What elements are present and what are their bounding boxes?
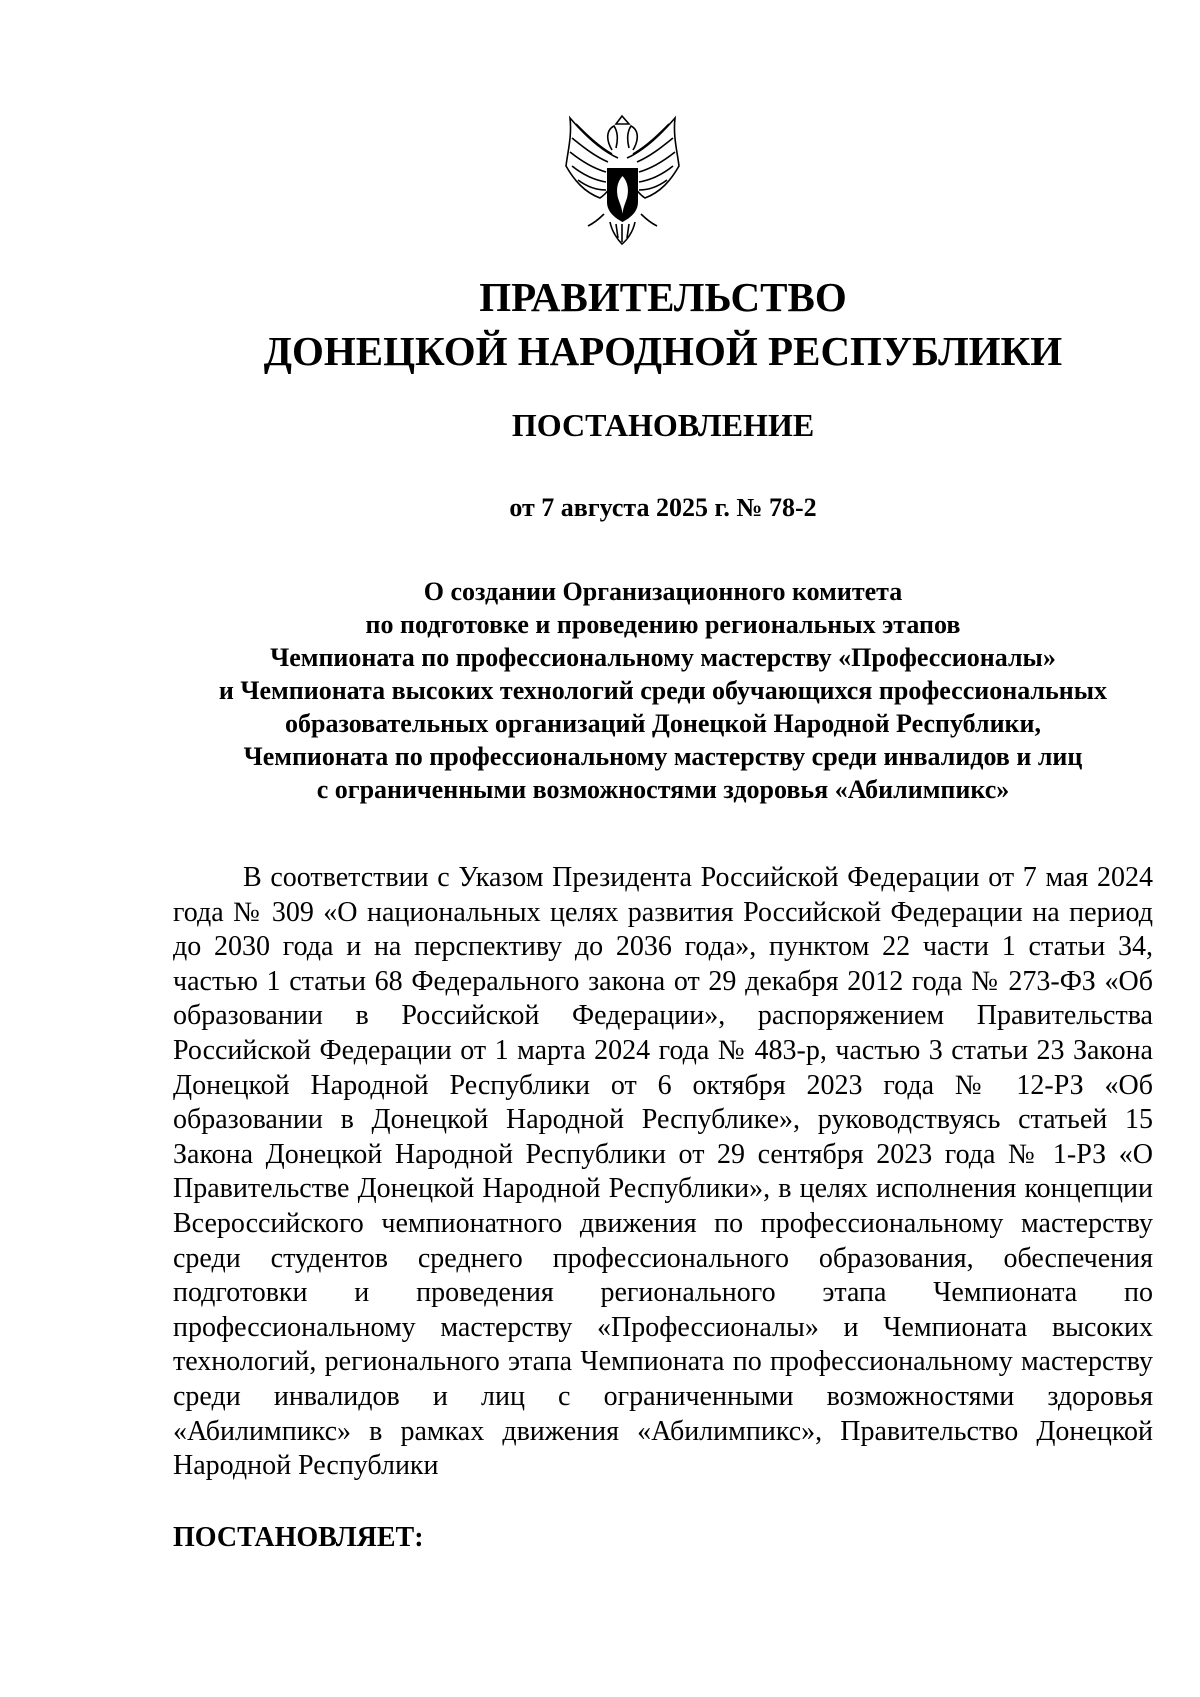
government-name xyxy=(170,270,1156,378)
org-line-2: ДОНЕЦКОЙ НАРОДНОЙ РЕСПУБЛИКИ xyxy=(263,328,1063,374)
document-title xyxy=(170,575,1156,806)
title-line: и Чемпионата высоких технологий среди обучающихся профессиональных xyxy=(218,676,1108,705)
document-date-number: от 7 августа 2025 г. № 78-2 xyxy=(509,493,817,522)
title-line: по подготовке и проведению региональных этапов xyxy=(365,610,961,639)
org-line-1: ПРАВИТЕЛЬСТВО xyxy=(479,274,847,320)
resolves-heading: ПОСТАНОВЛЯЕТ: xyxy=(173,1522,424,1553)
title-line: с ограниченными возможностями здоровья «Абилимпикс» xyxy=(316,775,1010,804)
title-line: Чемпионата по профессиональному мастерству среди инвалидов и лиц xyxy=(243,742,1083,771)
title-line: Чемпионата по профессиональному мастерству «Профессионалы» xyxy=(270,643,1056,672)
document-type: ПОСТАНОВЛЕНИЕ xyxy=(511,407,815,443)
title-line: образовательных организаций Донецкой Народной Республики, xyxy=(284,709,1042,738)
title-line: О создании Организационного комитета xyxy=(423,577,903,606)
dpr-coat-of-arms-icon xyxy=(560,110,685,250)
preamble-paragraph: В соответствии с Указом Президента Российской Федерации от 7 мая 2024 года № 309 «О национальных целях развития Российской Федерации на период до 2030 года и на перспективу до 2036 года», пунктом 22 части 1 статьи 34, частью 1 статьи 68 Федерального закона от 29 декабря 2012 года № 273-ФЗ «Об образовании в Российской Федерации», распоряжением Правительства Российской Федерации от 1 марта 2024 года № 483-р, частью 3 статьи 23 Закона Донецкой Народной Республики от 6 октября 2023 года № 12-РЗ «Об образовании в Донецкой Народной Республике», руководствуясь статьей 15 Закона Донецкой Народной Республики от 29 сентября 2023 года № 1-РЗ «О Правительстве Донецкой Народной Республики», в целях исполнения концепции Всероссийского чемпионатного движения по профессиональному мастерству среди студентов среднего профессионального образования, обеспечения подготовки и проведения регионального этапа Чемпионата по профессиональному мастерству «Профессионалы» и Чемпионата высоких технологий, регионального этапа Чемпионата по профессиональному мастерству среди инвалидов и лиц с ограниченными возможностями здоровья «Абилимпикс» в рамках движения «Абилимпикс», Правительство Донецкой Народной Республики xyxy=(173,862,1153,1482)
